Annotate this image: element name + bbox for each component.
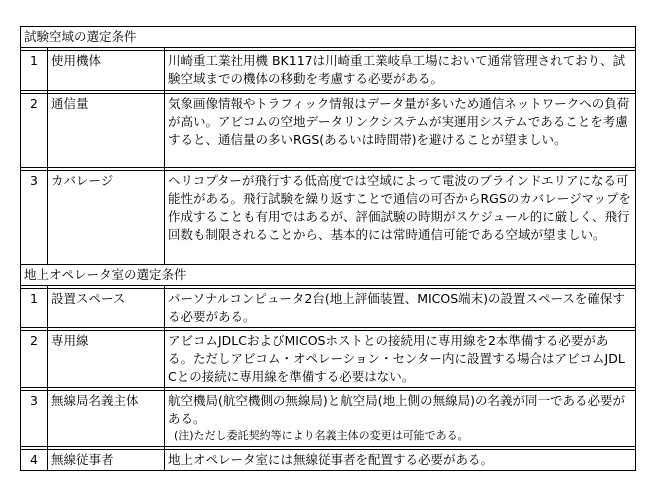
row-item: カバレージ [48,171,165,265]
row-number: 3 [21,391,48,447]
row-number: 3 [21,171,48,265]
table-row [21,391,636,447]
section-title: 地上オペレータ室の選定条件 [21,265,636,286]
selection-conditions-table [20,26,636,471]
row-description: パーソナルコンピュータ2台(地上評価装置、MICOS端末)の設置スペースを確保する必要がある。 [165,289,636,328]
row-description: 川崎重工業社用機 BK117は川崎重工業岐阜工場において通常管理されており、試験空域までの機体の移動を考慮する必要がある。 [165,51,636,91]
row-item: 無線従事者 [48,450,165,471]
row-number: 1 [21,51,48,91]
row-description-text: 航空機局(航空機側の無線局)と航空局(地上側の無線局)の名義が同一である必要がある。 [168,393,626,426]
row-number: 1 [21,289,48,328]
table-row [21,289,636,328]
row-description: ヘリコプターが飛行する低高度では空域によって電波のブラインドエリアになる可能性がある。飛行試験を繰り返すことで通信の可否からRGSのカバレージマップを作成することも有用ではあるが、評価試験の時期がスケジュール的に厳しく、飛行回数も制限されることから、基本的には常時通信可能である空域が望ましい。 [165,171,636,265]
row-number: 4 [21,450,48,471]
row-item: 設置スペース [48,289,165,328]
row-number: 2 [21,94,48,168]
table-row [21,171,636,265]
row-description: 地上オペレータ室には無線従事者を配置する必要がある。 [165,450,636,471]
row-item: 専用線 [48,331,165,388]
table-row [21,51,636,91]
row-description: アビコムJDLCおよびMICOSホストとの接続用に専用線を2本準備する必要がある。ただしアビコム・オペレーション・センター内に設置する場合はアビコムJDLCとの接続に専用線を準備する必要はない。 [165,331,636,388]
row-note: (注)ただし委託契約等により名義主体の変更は可能である。 [174,429,469,442]
section-title: 試験空域の選定条件 [21,27,636,48]
row-description [165,391,636,447]
row-description: 気象画像情報やトラフィック情報はデータ量が多いため通信ネットワークへの負荷が高い。アビコムの空地データリンクシステムが実運用システムであることを考慮すると、通信量の多いRGS(あるいは時間帯)を避けることが望ましい。 [165,94,636,168]
row-item: 無線局名義主体 [48,391,165,447]
table-row [21,450,636,471]
section-header-row [21,265,636,286]
row-item: 通信量 [48,94,165,168]
table-row [21,94,636,168]
section-header-row [21,27,636,48]
row-item: 使用機体 [48,51,165,91]
table-row [21,331,636,388]
row-number: 2 [21,331,48,388]
